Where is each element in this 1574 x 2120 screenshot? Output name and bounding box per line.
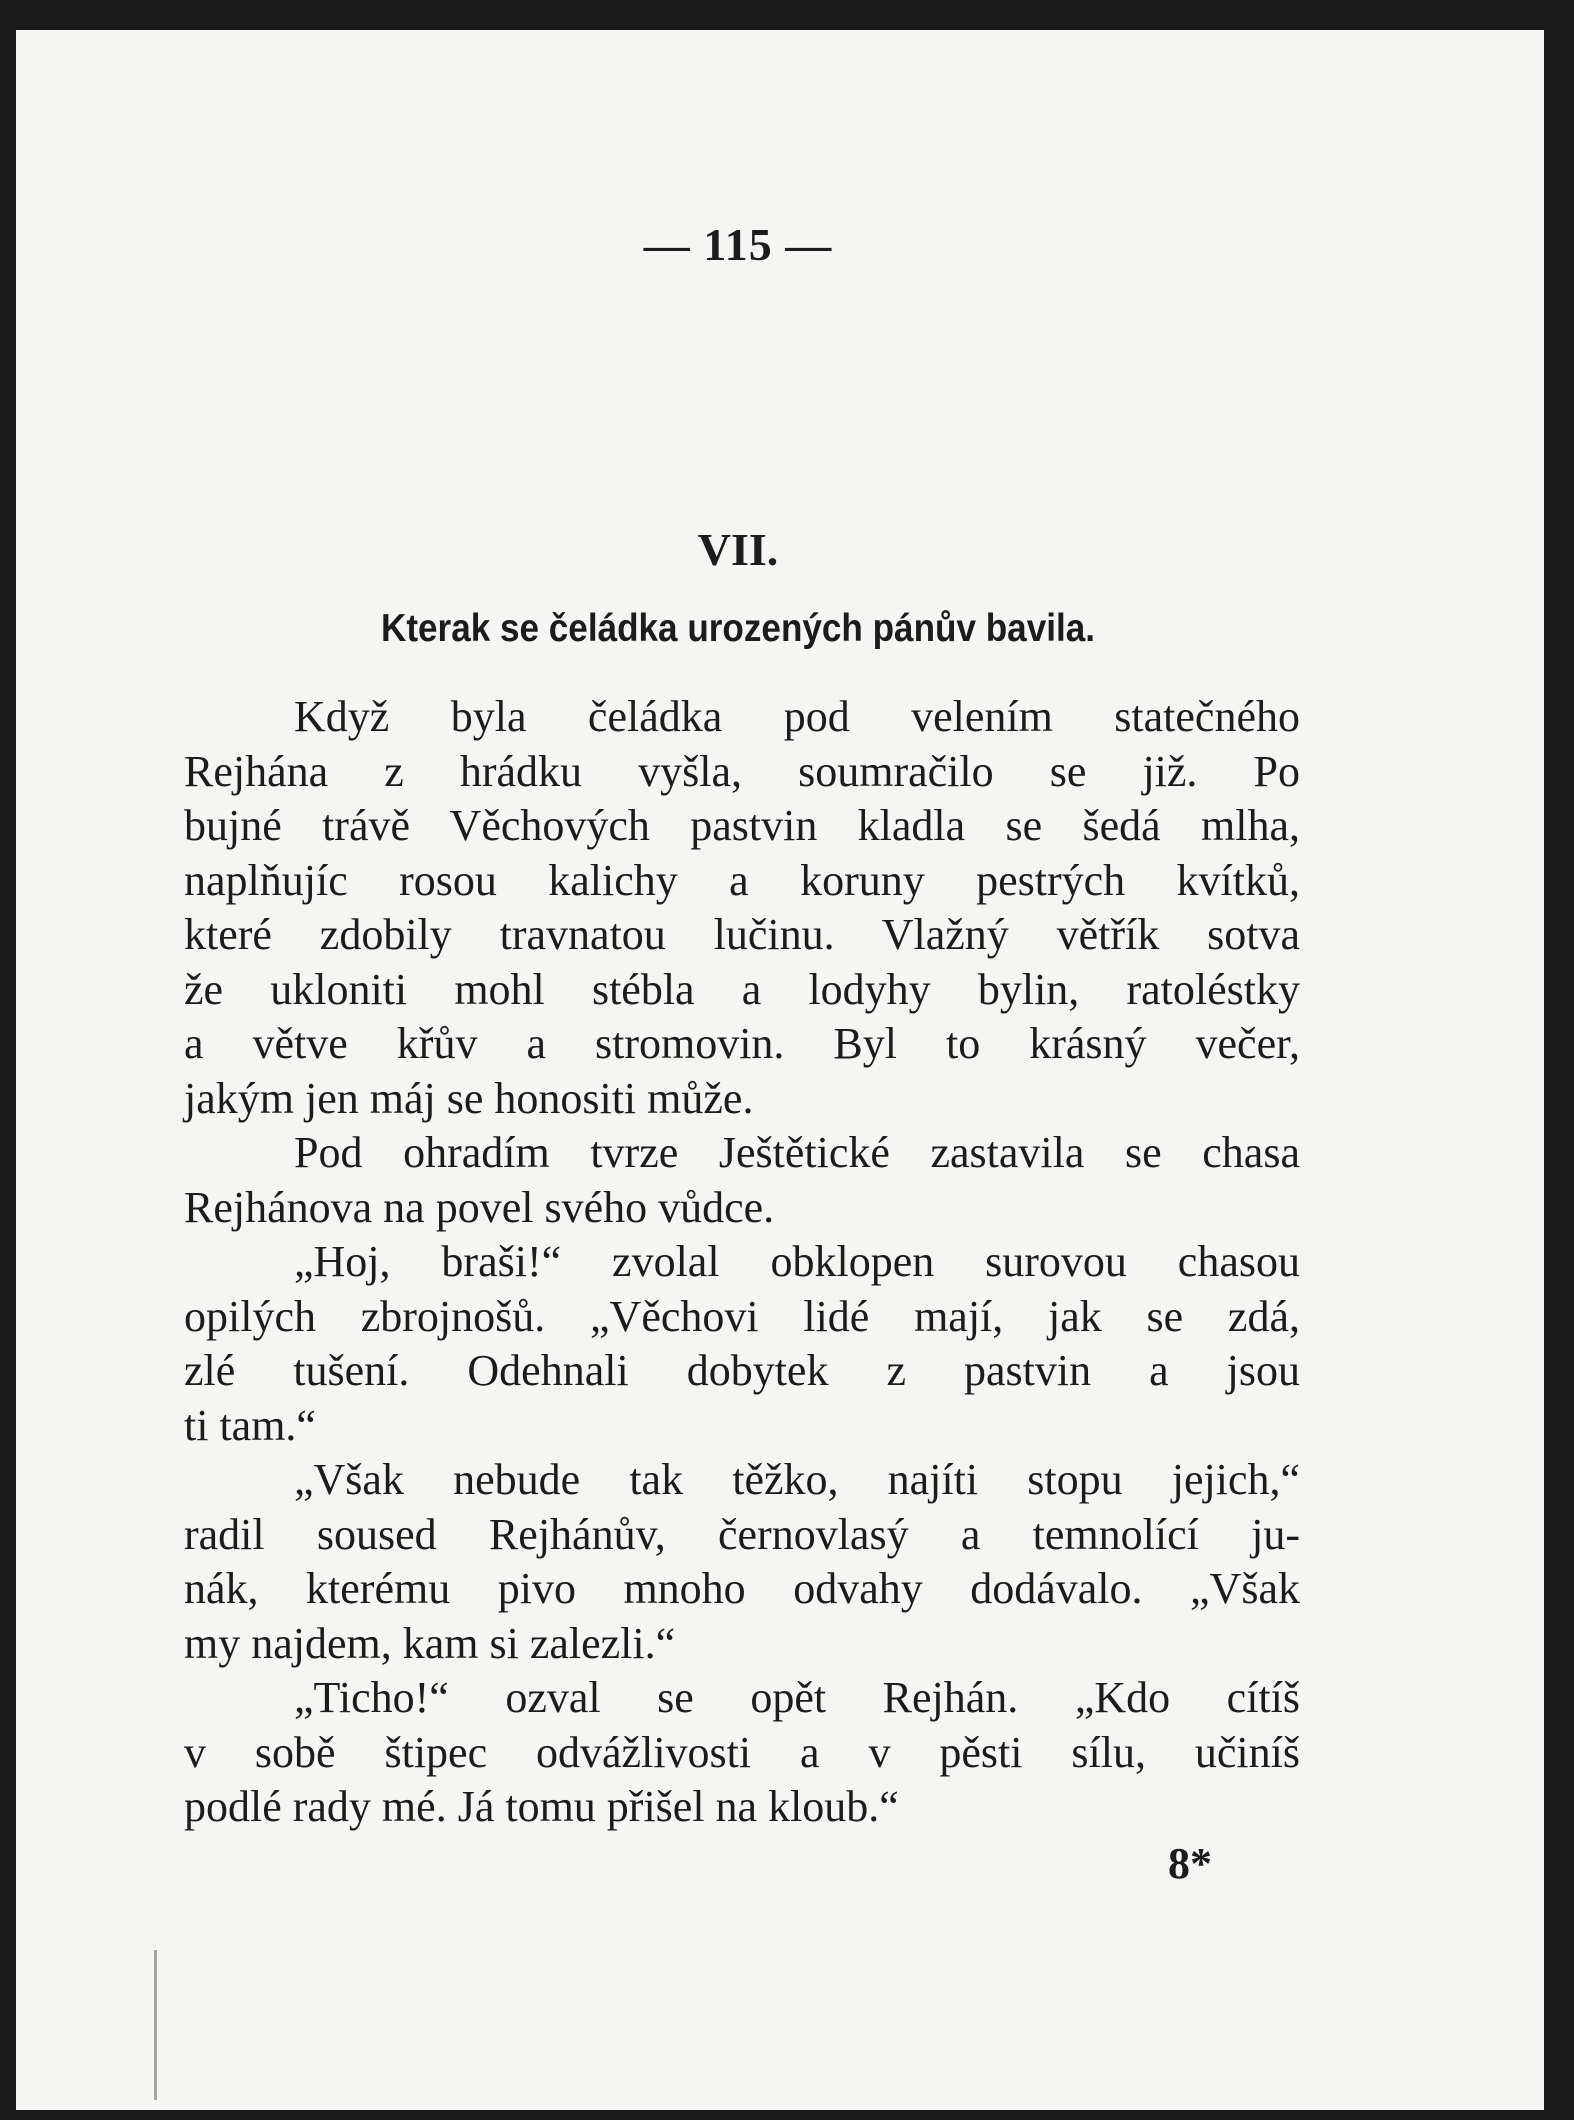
paragraph-1-line: Rejhána z hrádku vyšla, soumračilo se již. Po <box>184 746 1300 796</box>
paragraph-3-line: opilých zbrojnošů. „Věchovi lidé mají, jak se zdá, <box>184 1291 1300 1341</box>
paragraph-2-line: Pod ohradím tvrze Ještětické zastavila se chasa <box>294 1128 1300 1177</box>
paragraph-4-line: radil soused Rejhánův, černovlasý a temnolící ju- <box>184 1509 1300 1559</box>
paragraph-1-line: jakým jen máj se honositi může. <box>184 1073 754 1123</box>
paragraph-1-line: a větve křův a stromovin. Byl to krásný večer, <box>184 1019 1300 1068</box>
paragraph-3-line: zlé tušení. Odehnali dobytek z pastvin a jsou <box>184 1346 1300 1395</box>
chapter-body <box>184 690 1300 1835</box>
paragraph-1-line: Když byla čeládka pod velením statečného <box>294 692 1300 741</box>
paragraph-4-line: my najdem, kam si zalezli.“ <box>184 1618 676 1668</box>
text-block <box>168 30 1308 2110</box>
printer-signature-mark: 8* <box>1168 1839 1212 1888</box>
scan-margin-mark <box>154 1950 157 2100</box>
book-page <box>16 30 1544 2110</box>
paragraph-2-line: Rejhánova na povel svého vůdce. <box>184 1182 775 1232</box>
paragraph-1-line: naplňujíc rosou kalichy a koruny pestrých kvítků, <box>184 855 1300 905</box>
paragraph-4-line: „Však nebude tak těžko, najíti stopu jejich,“ <box>294 1455 1300 1504</box>
chapter-title: Kterak se čeládka urozených pánův bavila. <box>380 607 1096 650</box>
paragraph-5-line: v sobě štipec odvážlivosti a v pěsti sílu, učiníš <box>184 1727 1300 1777</box>
paragraph-3-line: ti tam.“ <box>184 1400 316 1450</box>
chapter-number: VII. <box>697 524 779 575</box>
paragraph-5-line: podlé rady mé. Já tomu přišel na kloub.“ <box>184 1782 899 1831</box>
paragraph-1-line: bujné trávě Věchových pastvin kladla se šedá mlha, <box>184 801 1300 850</box>
paragraph-3-line: „Hoj, braši!“ zvolal obklopen surovou chasou <box>294 1237 1300 1286</box>
paragraph-5-line: „Ticho!“ ozval se opět Rejhán. „Kdo cítíš <box>294 1673 1300 1722</box>
paragraph-1-line: že ukloniti mohl stébla a lodyhy bylin, ratoléstky <box>184 964 1300 1014</box>
paragraph-1-line: které zdobily travnatou lučinu. Vlažný větřík sotva <box>184 910 1300 959</box>
paragraph-4-line: nák, kterému pivo mnoho odvahy dodávalo. „Však <box>184 1564 1300 1613</box>
page-number: — 115 — <box>643 219 833 270</box>
